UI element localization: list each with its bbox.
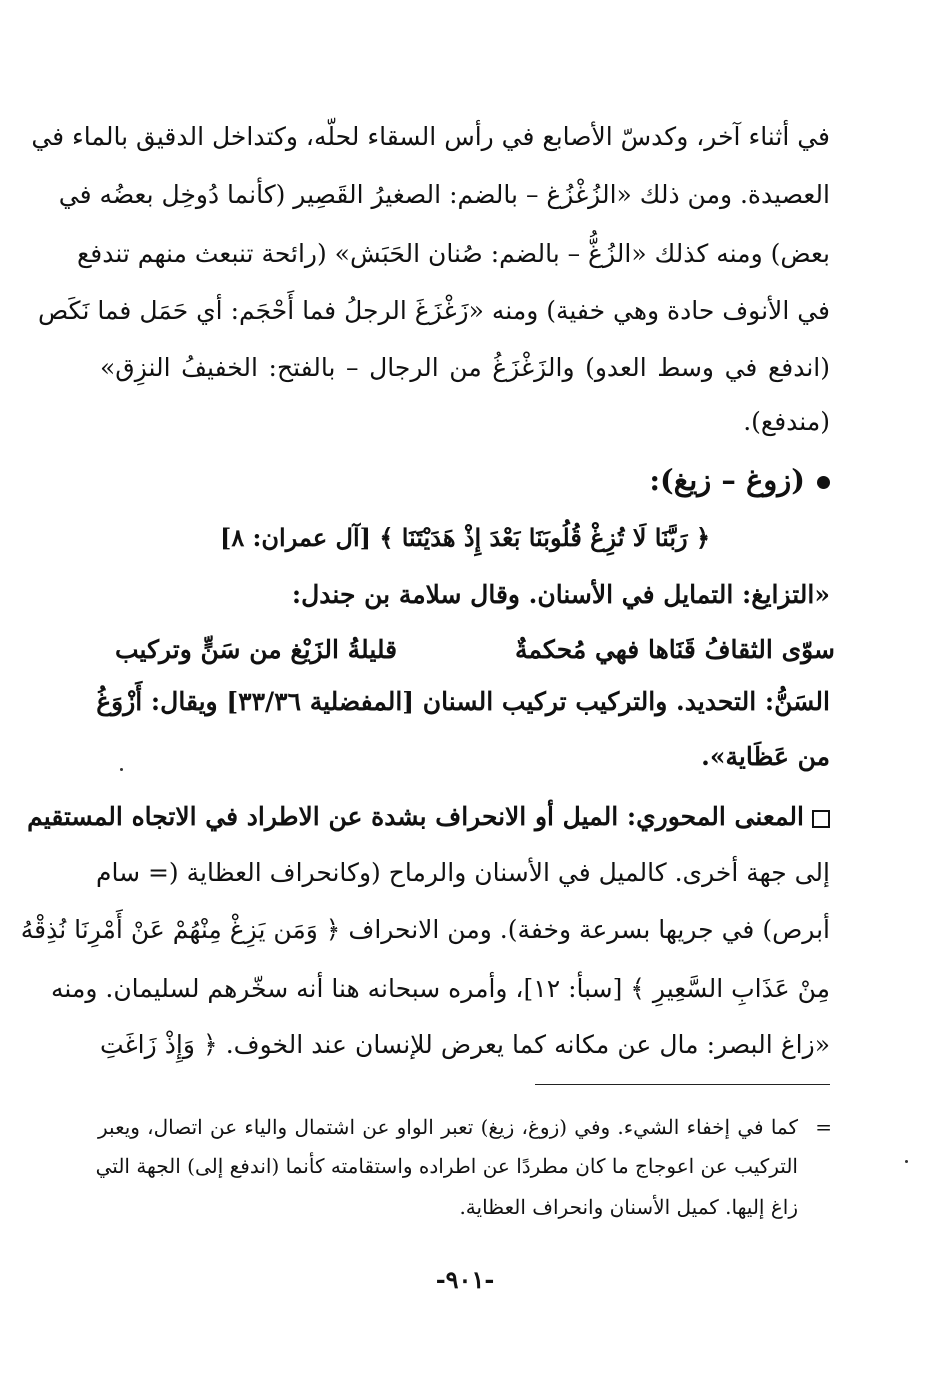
scan-speck bbox=[120, 768, 123, 771]
body-line-3: بعض) ومنه كذلك «الزُغُّ – بالضم: صُنان الحَبَش» (رائحة تنبعث منهم تندفع bbox=[76, 239, 830, 268]
footnote-divider bbox=[535, 1084, 830, 1085]
meaning-line-3: أبرص) في جريها بسرعة وخفة). ومن الانحراف ﴿ وَمَن يَزِغْ مِنْهُمْ عَنْ أَمْرِنَا نُذِقْهُ bbox=[20, 915, 830, 944]
body-line-6: (مندفع). bbox=[743, 407, 830, 436]
meaning-line-1 bbox=[27, 797, 830, 837]
poem-left-hemistich: قليلةُ الزَيْغ من سَنٍّ وتركيب bbox=[115, 635, 398, 664]
page-number: -٩٠١- bbox=[435, 1265, 495, 1294]
footnote-marker: = bbox=[815, 1115, 832, 1139]
section-heading-text: (زوغ – زيغ): bbox=[649, 463, 805, 497]
meaning-line-2: إلى جهة أخرى. كالميل في الأسنان والرماح (وكانحراف العظاية (= سام bbox=[95, 858, 830, 887]
poem-right-hemistich: سوّى الثقافُ قَنَاها فهي مُحكمةٌ bbox=[515, 635, 835, 664]
after-poem-line-1: السَنُّ: التحديد. والتركيب تركيب السنان [المفضلية ٣٣/٣٦] ويقال: أَزْوَغُ bbox=[96, 687, 830, 716]
meaning-text: الميل أو الانحراف بشدة عن الاطراد في الاتجاه المستقيم bbox=[27, 802, 619, 831]
body-line-2: العصيدة. ومن ذلك «الزُغْزُغ – بالضم: الصغيرُ القَصِير (كأنما دُوخِل بعضُه في bbox=[58, 180, 830, 209]
body-line-1: في أثناء آخر، وكدسّ الأصابع في رأس السقاء لحلّه، وكتداخل الدقيق بالماء في bbox=[31, 122, 830, 151]
footnote-line-2: التركيب عن اعوجاج ما كان مطردًا عن اطراده واستقامته كأنما (اندفع إلى) الجهة التي bbox=[95, 1154, 798, 1178]
body-line-4: في الأنوف حادة وهي خفية) ومنه «زَغْزَغَ الرجلُ فما أَحْجَم: أي حَمَل فما نَكَص bbox=[38, 296, 830, 325]
footnote-line-1: كما في إخفاء الشيء. وفي (زوغ، زيغ) تعبر الواو عن اشتمال والياء عن اتصال، ويعبر bbox=[98, 1115, 798, 1139]
after-poem-line-2: من عَظَاية». bbox=[701, 742, 830, 771]
square-bullet-icon bbox=[812, 810, 830, 828]
body-line-5: (اندفع في وسط العدو) والزَغْزَغُ من الرجال – بالفتح: الخفيفُ النزِق» bbox=[100, 353, 830, 382]
meaning-line-4: مِنْ عَذَابِ السَّعِيرِ ﴾ [سبأ: ١٢]، وأمره سبحانه هنا أنه سخّرهم لسليمان. ومنه bbox=[51, 974, 830, 1003]
meaning-line-5: «زاغ البصر: مال عن مكانه كما يعرض للإنسان عند الخوف. ﴿ وَإِذْ زَاغَتِ bbox=[100, 1030, 830, 1059]
footnote-line-3: زاغ إليها. كميل الأسنان وانحراف العظاية. bbox=[459, 1195, 798, 1219]
quran-verse: ﴿ رَبَّنَا لَا تُزِغْ قُلُوبَنَا بَعْدَ إِذْ هَدَيْتَنَا ﴾ [آل عمران: ٨] bbox=[219, 523, 711, 552]
meaning-label: المعنى المحوري: bbox=[626, 802, 804, 831]
section-heading bbox=[100, 458, 830, 502]
poem-verse bbox=[115, 628, 835, 672]
scan-speck bbox=[905, 1160, 908, 1163]
bullet-icon bbox=[817, 476, 830, 489]
definition-line: «التزايغ: التمايل في الأسنان. وقال سلامة بن جندل: bbox=[291, 580, 830, 609]
